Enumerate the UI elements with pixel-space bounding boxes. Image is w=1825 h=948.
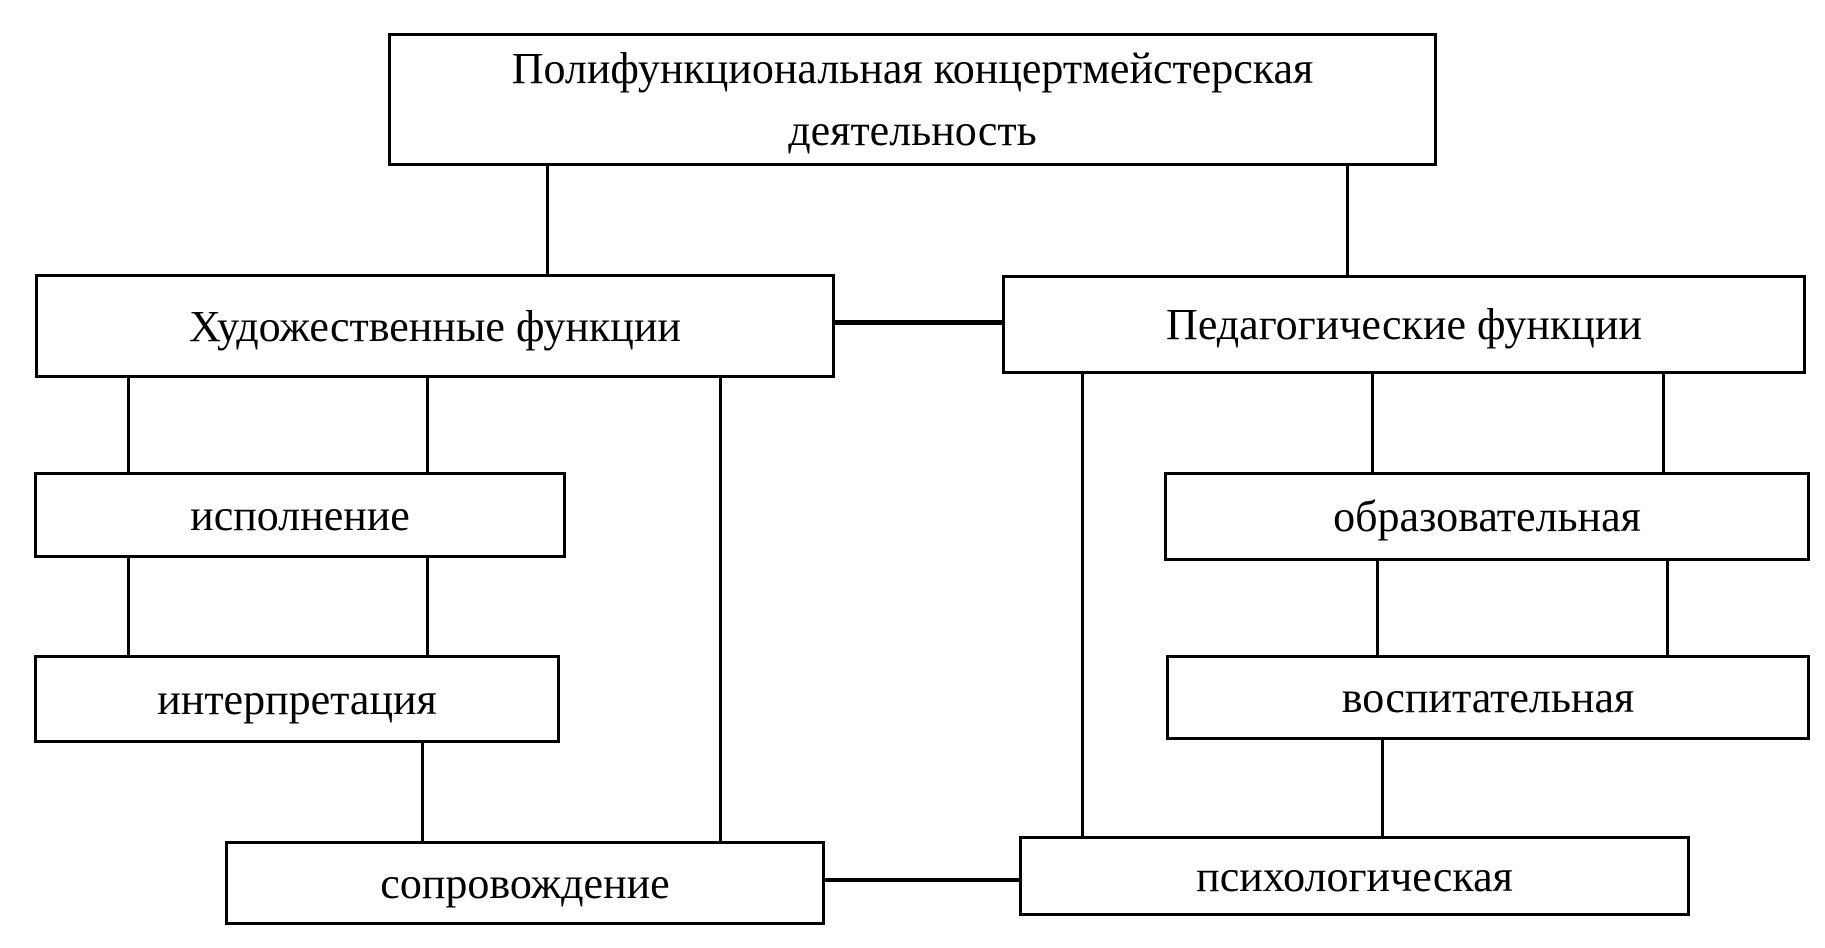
node-educational: [1164, 472, 1810, 561]
connector-artistic-to-performance-right: [426, 376, 429, 474]
connector-performance-to-interpretation-left: [127, 556, 130, 657]
connector-upbringing-to-psychological: [1381, 738, 1384, 838]
node-interpretation-label: интерпретация: [157, 674, 437, 724]
node-pedagogical-functions-label: Педагогические функции: [1166, 300, 1642, 349]
connector-pedagogical-to-psychological: [1081, 372, 1084, 838]
connector-accompaniment-to-psychological: [820, 878, 1021, 882]
connector-pedagogical-to-educational-left: [1371, 372, 1374, 474]
node-upbringing: [1166, 655, 1810, 740]
connector-performance-to-interpretation-right: [426, 556, 429, 657]
connector-artistic-to-accompaniment: [719, 376, 722, 843]
node-root-label: Полифункциональная концертмейстерская деятельность: [511, 43, 1314, 155]
node-artistic-functions-label: Художественные функции: [189, 301, 681, 351]
node-artistic-functions: [35, 274, 835, 378]
node-educational-label: образовательная: [1333, 492, 1641, 541]
node-performance-label: исполнение: [190, 490, 410, 540]
connector-artistic-to-performance-left: [127, 376, 130, 474]
connector-interpretation-to-accompaniment: [421, 741, 424, 843]
connector-artistic-to-pedagogical: [831, 320, 1003, 325]
node-psychological-label: психологическая: [1196, 851, 1513, 901]
node-psychological: [1019, 836, 1690, 916]
node-interpretation: [34, 655, 560, 743]
connector-educational-to-upbringing-right: [1666, 559, 1669, 657]
connector-pedagogical-to-educational-right: [1662, 372, 1665, 474]
connector-root-to-pedagogical: [1346, 164, 1349, 277]
connector-educational-to-upbringing-left: [1376, 559, 1379, 657]
node-performance: [34, 472, 566, 558]
connector-root-to-artistic: [546, 164, 549, 276]
node-upbringing-label: воспитательная: [1341, 673, 1635, 722]
node-accompaniment-label: сопровождение: [380, 858, 670, 908]
node-root: [388, 33, 1437, 166]
node-pedagogical-functions: [1002, 275, 1806, 374]
node-accompaniment: [225, 841, 825, 925]
